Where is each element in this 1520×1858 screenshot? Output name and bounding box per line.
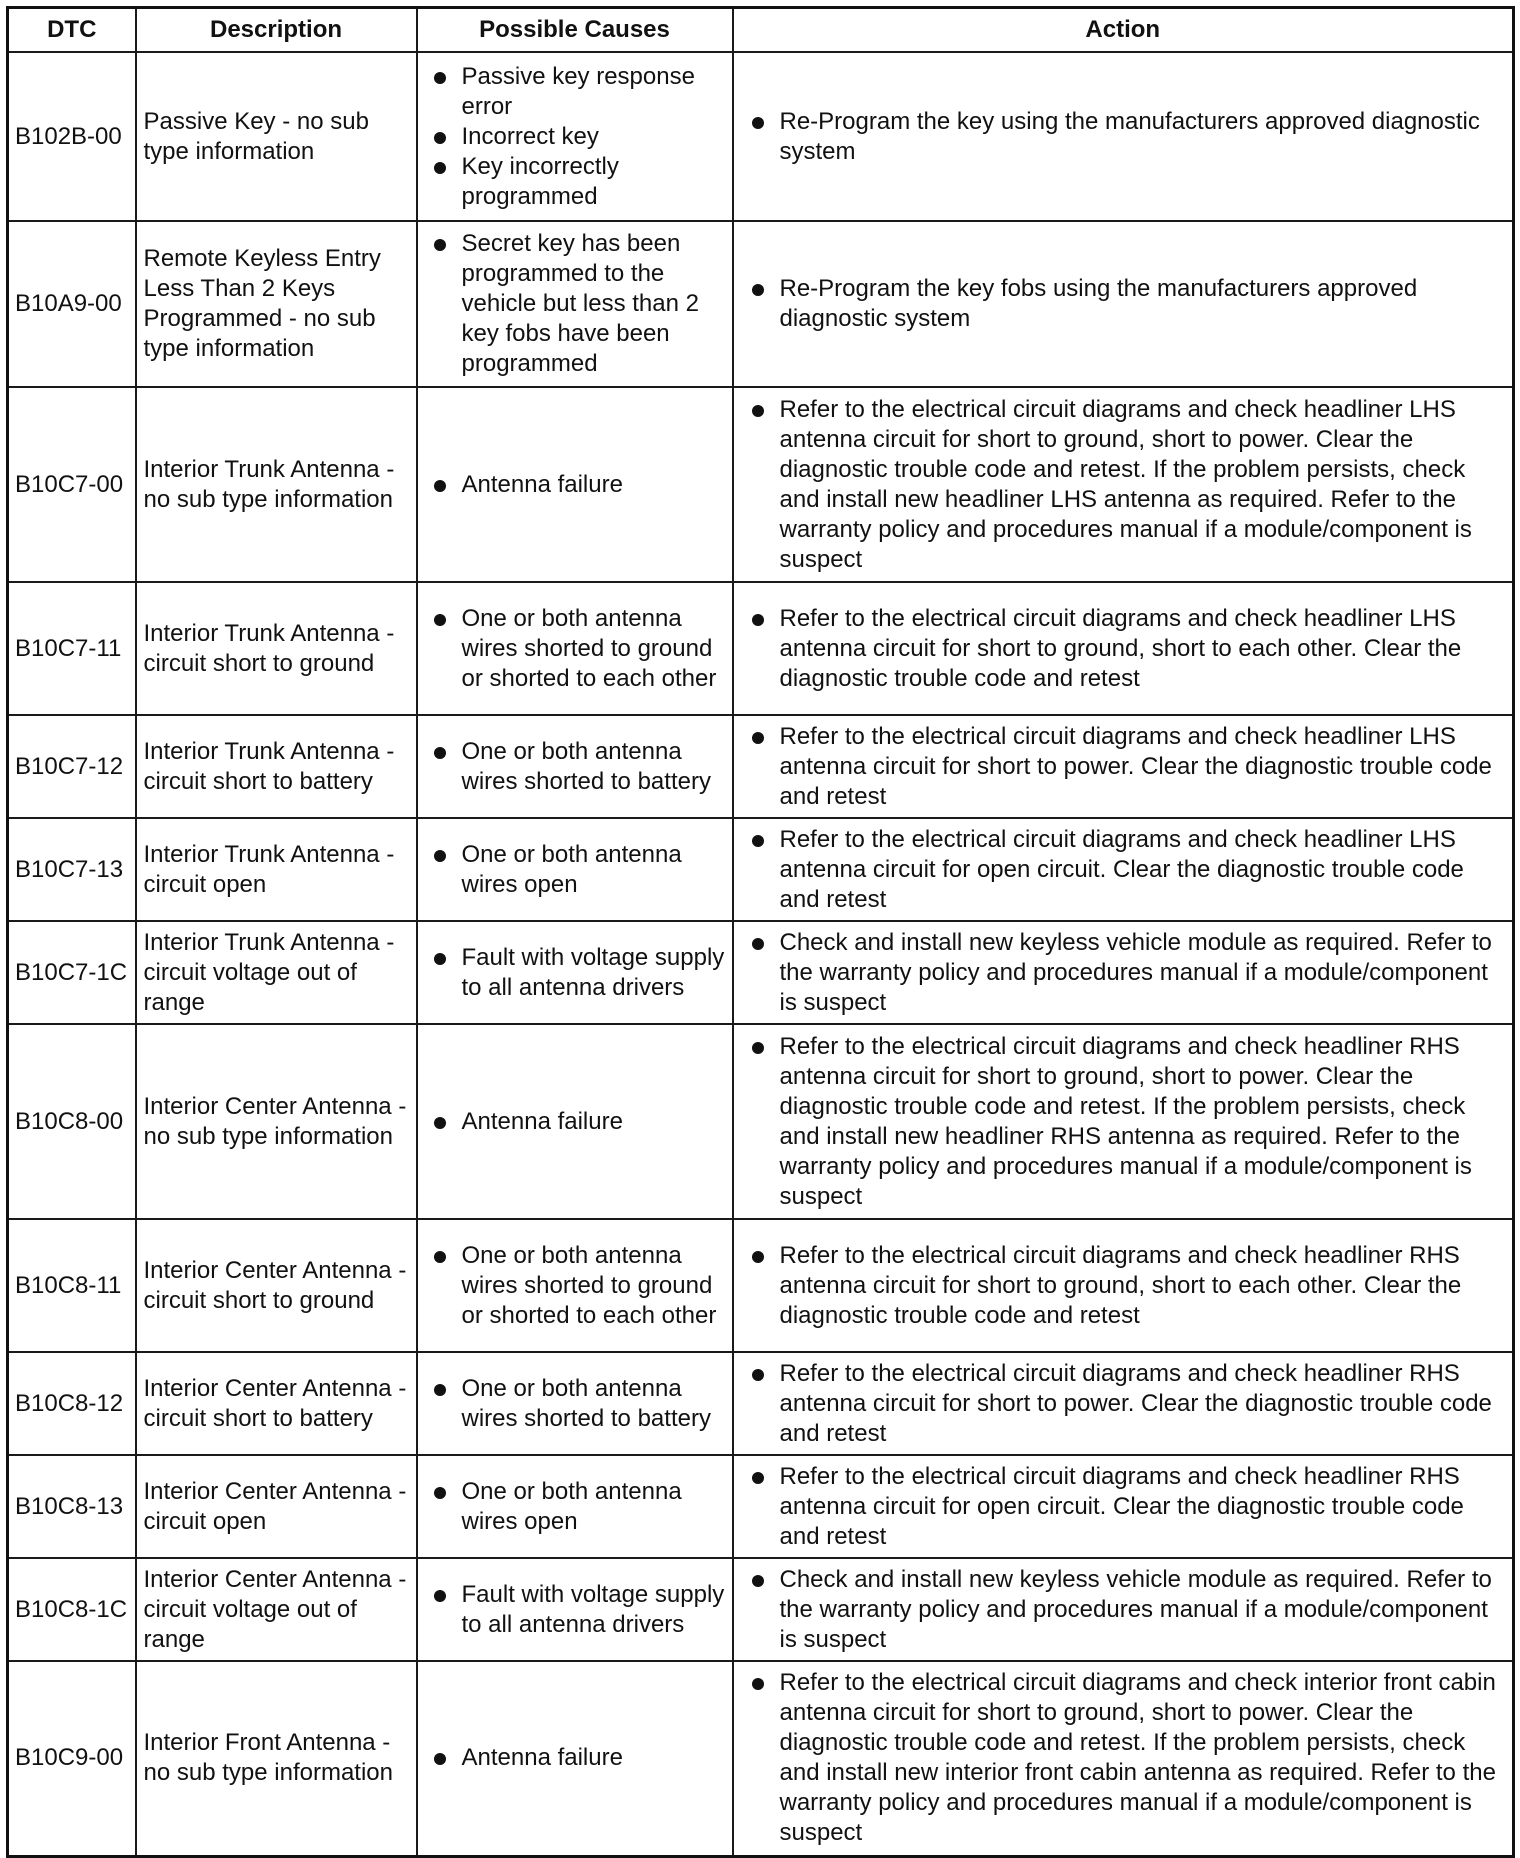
causes-list <box>430 1743 726 1773</box>
action-list <box>748 928 1507 1018</box>
dtc-code: B10C7-13 <box>8 818 136 921</box>
cause-item: Fault with voltage supply to all antenna drivers <box>430 1580 726 1640</box>
dtc-code: B10C7-1C <box>8 921 136 1024</box>
action-list <box>748 1462 1507 1552</box>
action-item: Refer to the electrical circuit diagrams and check headliner LHS antenna circuit for short to ground, short to power. Clear the diagnostic trouble code and retest. If the problem persists, check and install new headliner LHS antenna as required. Refer to the warranty policy and procedures manual if a module/component is suspect <box>748 395 1507 575</box>
dtc-table-page <box>6 6 1512 1847</box>
cause-item: Antenna failure <box>430 470 726 500</box>
action-list <box>748 604 1507 694</box>
dtc-code: B10C8-1C <box>8 1558 136 1661</box>
cause-item: One or both antenna wires shorted to battery <box>430 1374 726 1434</box>
dtc-description: Interior Center Antenna - no sub type information <box>136 1024 417 1219</box>
possible-causes <box>417 1219 733 1352</box>
causes-list <box>430 62 726 212</box>
dtc-description: Interior Center Antenna - circuit open <box>136 1455 417 1558</box>
cause-item: Antenna failure <box>430 1107 726 1137</box>
possible-causes <box>417 921 733 1024</box>
cause-item: One or both antenna wires shorted to battery <box>430 737 726 797</box>
action <box>733 1352 1514 1455</box>
action <box>733 1455 1514 1558</box>
causes-list <box>430 1374 726 1434</box>
possible-causes <box>417 1558 733 1661</box>
action <box>733 1661 1514 1856</box>
table-body <box>8 52 1514 1856</box>
possible-causes <box>417 582 733 715</box>
header-action: Action <box>733 8 1514 53</box>
action-list <box>748 274 1507 334</box>
dtc-description: Interior Center Antenna - circuit short to battery <box>136 1352 417 1455</box>
dtc-table <box>6 6 1515 1858</box>
causes-list <box>430 1477 726 1537</box>
action <box>733 1024 1514 1219</box>
table-row <box>8 715 1514 818</box>
dtc-code: B10C9-00 <box>8 1661 136 1856</box>
action-item: Refer to the electrical circuit diagrams and check headliner RHS antenna circuit for short to power. Clear the diagnostic trouble code and retest <box>748 1359 1507 1449</box>
dtc-description: Interior Trunk Antenna - circuit open <box>136 818 417 921</box>
table-row <box>8 921 1514 1024</box>
causes-list <box>430 1241 726 1331</box>
dtc-description: Interior Center Antenna - circuit voltage out of range <box>136 1558 417 1661</box>
action-item: Refer to the electrical circuit diagrams and check interior front cabin antenna circuit for short to ground, short to power. Clear the diagnostic trouble code and retest. If the problem persists, check and install new interior front cabin antenna as required. Refer to the warranty policy and procedures manual if a module/component is suspect <box>748 1668 1507 1848</box>
causes-list <box>430 1580 726 1640</box>
table-row <box>8 1455 1514 1558</box>
dtc-description: Interior Trunk Antenna - no sub type information <box>136 387 417 582</box>
dtc-description: Interior Trunk Antenna - circuit voltage out of range <box>136 921 417 1024</box>
action <box>733 582 1514 715</box>
dtc-description: Interior Center Antenna - circuit short to ground <box>136 1219 417 1352</box>
cause-item: Secret key has been programmed to the vehicle but less than 2 key fobs have been programmed <box>430 229 726 379</box>
action-list <box>748 825 1507 915</box>
causes-list <box>430 840 726 900</box>
possible-causes <box>417 1024 733 1219</box>
possible-causes <box>417 715 733 818</box>
possible-causes <box>417 387 733 582</box>
action-list <box>748 1359 1507 1449</box>
cause-item: Passive key response error <box>430 62 726 122</box>
action-item: Check and install new keyless vehicle module as required. Refer to the warranty policy and procedures manual if a module/component is suspect <box>748 1565 1507 1655</box>
causes-list <box>430 229 726 379</box>
action-item: Refer to the electrical circuit diagrams and check headliner RHS antenna circuit for short to ground, short to power. Clear the diagnostic trouble code and retest. If the problem persists, check and install new headliner RHS antenna as required. Refer to the warranty policy and procedures manual if a module/component is suspect <box>748 1032 1507 1212</box>
header-dtc: DTC <box>8 8 136 53</box>
action-list <box>748 107 1507 167</box>
table-row <box>8 52 1514 221</box>
dtc-code: B10C8-00 <box>8 1024 136 1219</box>
action <box>733 221 1514 387</box>
action-list <box>748 395 1507 575</box>
possible-causes <box>417 818 733 921</box>
table-row <box>8 582 1514 715</box>
cause-item: One or both antenna wires shorted to ground or shorted to each other <box>430 604 726 694</box>
dtc-description: Remote Keyless Entry Less Than 2 Keys Programmed - no sub type information <box>136 221 417 387</box>
dtc-description: Interior Trunk Antenna - circuit short to battery <box>136 715 417 818</box>
table-row <box>8 1661 1514 1856</box>
cause-item: Key incorrectly programmed <box>430 152 726 212</box>
possible-causes <box>417 52 733 221</box>
table-row <box>8 1558 1514 1661</box>
dtc-description: Passive Key - no sub type information <box>136 52 417 221</box>
action-item: Refer to the electrical circuit diagrams and check headliner LHS antenna circuit for open circuit. Clear the diagnostic trouble code and retest <box>748 825 1507 915</box>
action-item: Refer to the electrical circuit diagrams and check headliner LHS antenna circuit for short to ground, short to each other. Clear the diagnostic trouble code and retest <box>748 604 1507 694</box>
action-item: Re-Program the key using the manufacturers approved diagnostic system <box>748 107 1507 167</box>
dtc-code: B10A9-00 <box>8 221 136 387</box>
dtc-code: B10C7-00 <box>8 387 136 582</box>
causes-list <box>430 1107 726 1137</box>
cause-item: One or both antenna wires shorted to ground or shorted to each other <box>430 1241 726 1331</box>
causes-list <box>430 943 726 1003</box>
action-list <box>748 1668 1507 1848</box>
action-item: Refer to the electrical circuit diagrams and check headliner LHS antenna circuit for short to power. Clear the diagnostic trouble code and retest <box>748 722 1507 812</box>
action-list <box>748 1032 1507 1212</box>
dtc-code: B10C7-11 <box>8 582 136 715</box>
table-row <box>8 1219 1514 1352</box>
action <box>733 715 1514 818</box>
possible-causes <box>417 221 733 387</box>
causes-list <box>430 737 726 797</box>
action <box>733 818 1514 921</box>
possible-causes <box>417 1455 733 1558</box>
dtc-code: B10C7-12 <box>8 715 136 818</box>
action <box>733 1558 1514 1661</box>
action <box>733 52 1514 221</box>
cause-item: One or both antenna wires open <box>430 1477 726 1537</box>
header-row <box>8 8 1514 53</box>
action-item: Check and install new keyless vehicle module as required. Refer to the warranty policy and procedures manual if a module/component is suspect <box>748 928 1507 1018</box>
cause-item: Fault with voltage supply to all antenna drivers <box>430 943 726 1003</box>
dtc-code: B10C8-11 <box>8 1219 136 1352</box>
action-item: Refer to the electrical circuit diagrams and check headliner RHS antenna circuit for open circuit. Clear the diagnostic trouble code and retest <box>748 1462 1507 1552</box>
possible-causes <box>417 1352 733 1455</box>
causes-list <box>430 470 726 500</box>
action-list <box>748 1241 1507 1331</box>
cause-item: One or both antenna wires open <box>430 840 726 900</box>
header-description: Description <box>136 8 417 53</box>
causes-list <box>430 604 726 694</box>
table-row <box>8 1352 1514 1455</box>
action-list <box>748 722 1507 812</box>
cause-item: Antenna failure <box>430 1743 726 1773</box>
dtc-description: Interior Trunk Antenna - circuit short to ground <box>136 582 417 715</box>
table-row <box>8 221 1514 387</box>
dtc-code: B10C8-13 <box>8 1455 136 1558</box>
dtc-description: Interior Front Antenna - no sub type information <box>136 1661 417 1856</box>
action <box>733 387 1514 582</box>
action-item: Re-Program the key fobs using the manufacturers approved diagnostic system <box>748 274 1507 334</box>
cause-item: Incorrect key <box>430 122 726 152</box>
table-row <box>8 387 1514 582</box>
table-row <box>8 818 1514 921</box>
possible-causes <box>417 1661 733 1856</box>
header-possible-causes: Possible Causes <box>417 8 733 53</box>
action-item: Refer to the electrical circuit diagrams and check headliner RHS antenna circuit for short to ground, short to each other. Clear the diagnostic trouble code and retest <box>748 1241 1507 1331</box>
action-list <box>748 1565 1507 1655</box>
dtc-code: B10C8-12 <box>8 1352 136 1455</box>
dtc-code: B102B-00 <box>8 52 136 221</box>
table-row <box>8 1024 1514 1219</box>
action <box>733 1219 1514 1352</box>
action <box>733 921 1514 1024</box>
